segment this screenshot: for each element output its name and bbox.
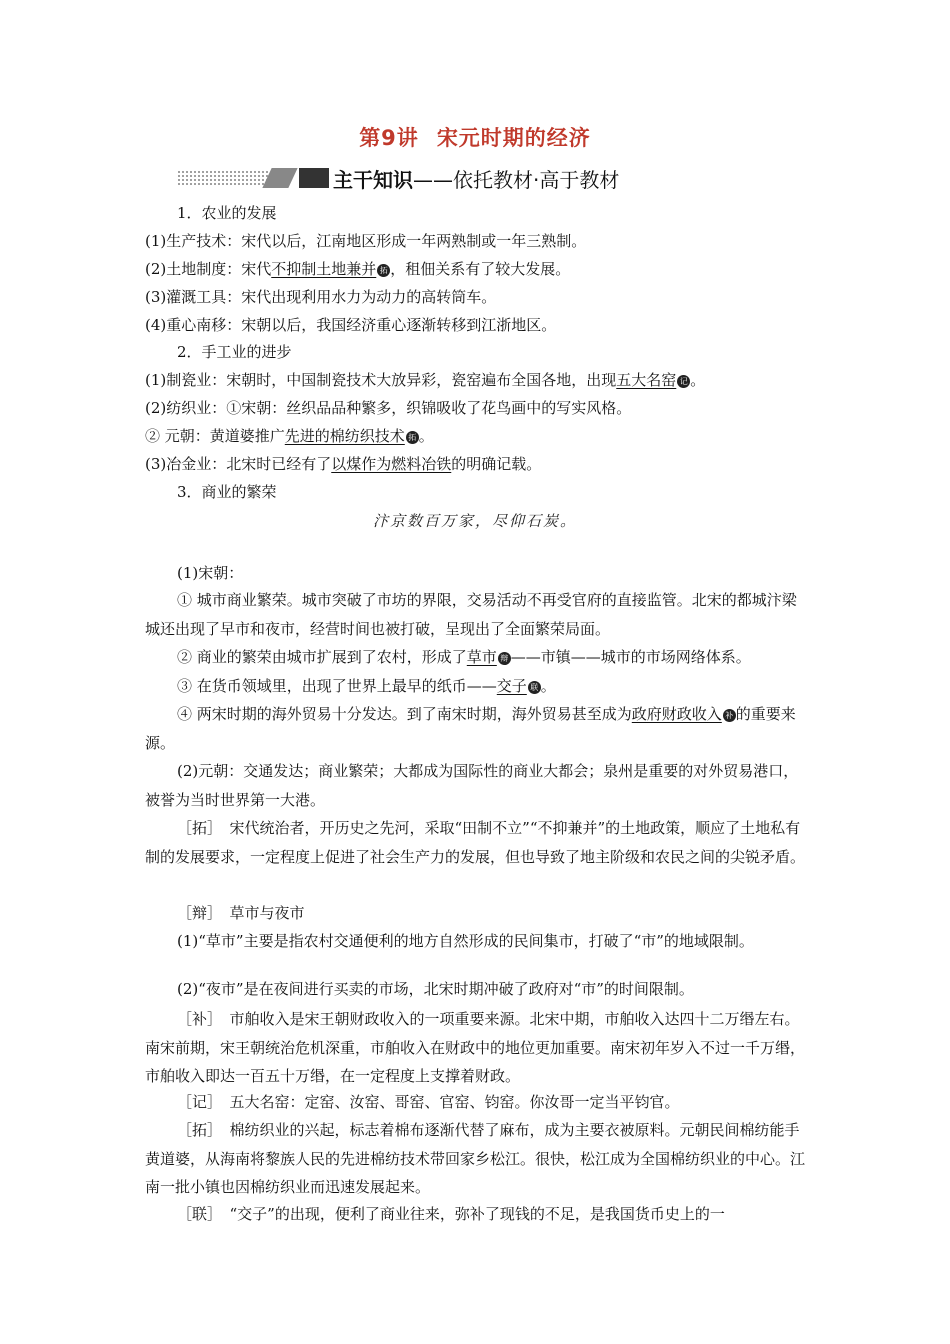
text-line: (1)宋朝： xyxy=(177,564,244,582)
text-line: (2)纺织业：①宋朝：丝织品品种繁多，织锦吸收了花鸟画中的写实风格。 xyxy=(145,399,632,417)
annotation-bu-icon: 补 xyxy=(723,709,736,722)
banner-dots-decoration xyxy=(177,170,269,186)
paragraph: ① 城市商业繁荣。城市突破了市坊的界限，交易活动不再受官府的直接监管。北宋的都城汴梁城还出现了早市和夜市，经营时间也被打破，呈现出了全面繁荣局面。 xyxy=(145,591,797,638)
section-banner xyxy=(177,164,777,190)
lesson-number: 第9讲 xyxy=(359,126,419,150)
heading-commerce: 3．商业的繁荣 xyxy=(177,483,277,501)
note-bu: ［补］ 市舶收入是宋王朝财政收入的一项重要来源。北宋中期，市舶收入达四十二万缗左右。南宋前期，宋王朝统治危机深重，市舶收入在财政中的地位更加重要。南宋初年岁入不过一千万缗，市舶收入即达一百五十万缗，在一定程度上支撑着财政。 xyxy=(145,1010,806,1085)
paragraph: (2)元朝：交通发达；商业繁荣；大都成为国际性的商业大都会；泉州是重要的对外贸易港口，被誉为当时世界第一大港。 xyxy=(145,762,799,809)
banner-label: 主干知识——依托教材·高于教材 xyxy=(333,168,620,192)
note-lian: ［联］ “交子”的出现，便利了商业往来，弥补了现钱的不足，是我国货币史上的一 xyxy=(177,1205,725,1223)
annotation-tuo-icon: 拓 xyxy=(406,431,419,444)
note-tuo: ［拓］ 宋代统治者，开历史之先河，采取“田制不立”“不抑兼并”的土地政策，顺应了土地私有制的发展要求，一定程度上促进了社会生产力的发展，但也导致了地主阶级和农民之间的尖锐矛盾。 xyxy=(145,819,806,866)
text-line: (3)冶金业：北宋时已经有了以煤作为燃料冶铁的明确记载。 xyxy=(145,455,542,473)
annotation-ji-icon: 记 xyxy=(677,375,690,388)
annotation-tuo-icon: 拓 xyxy=(377,264,390,277)
text-line: ② 元朝：黄道婆推广先进的棉纺织技术 拓 。 xyxy=(145,427,434,445)
annotation-bian-icon: 辩 xyxy=(498,652,511,665)
text-line: (4)重心南移：宋朝以后，我国经济重心逐渐转移到江浙地区。 xyxy=(145,316,557,334)
note-bian: ［辩］ 草市与夜市 xyxy=(177,904,305,922)
banner-bar-decoration xyxy=(299,168,329,188)
lesson-title: 宋元时期的经济 xyxy=(436,126,591,150)
handwritten-quote: 汴京数百万家，尽仰石炭。 xyxy=(372,512,577,530)
note-tuo: ［拓］ 棉纺织业的兴起，标志着棉布逐渐代替了麻布，成为主要衣被原料。元朝民间棉纺能手黄道婆，从海南将黎族人民的先进棉纺技术带回家乡松江。很快，松江成为全国棉纺织业的中心。江南一批小镇也因棉纺织业而迅速发展起来。 xyxy=(145,1121,806,1196)
heading-agriculture: 1．农业的发展 xyxy=(177,204,277,222)
page-title xyxy=(0,122,950,152)
paragraph: ④ 两宋时期的海外贸易十分发达。到了南宋时期，海外贸易甚至成为政府财政收入 补 的重要来源。 xyxy=(145,705,796,752)
text-line: (1)生产技术：宋代以后，江南地区形成一年两熟制或一年三熟制。 xyxy=(145,232,587,250)
annotation-lian-icon: 联 xyxy=(528,681,541,694)
heading-handicraft: 2．手工业的进步 xyxy=(177,343,292,361)
paragraph: ③ 在货币领域里，出现了世界上最早的纸币——交子 联 。 xyxy=(177,677,556,695)
text-line: (1)制瓷业：宋朝时，中国制瓷技术大放异彩，瓷窑遍布全国各地，出现五大名窑 记 。 xyxy=(145,371,706,389)
text-line: (3)灌溉工具：宋代出现利用水力为动力的高转筒车。 xyxy=(145,288,497,306)
note-ji: ［记］ 五大名窑：定窑、汝窑、哥窑、官窑、钧窑。你汝哥一定当平钧官。 xyxy=(177,1093,680,1111)
paragraph: (1)“草市”主要是指农村交通便利的地方自然形成的民间集市，打破了“市”的地域限制。 xyxy=(177,932,754,950)
paragraph: (2)“夜市”是在夜间进行买卖的市场，北宋时期冲破了政府对“市”的时间限制。 xyxy=(177,980,694,998)
paragraph: ② 商业的繁荣由城市扩展到了农村，形成了草市 辩 ——市镇——城市的市场网络体系。 xyxy=(177,648,751,666)
text-line: (2)土地制度：宋代不抑制土地兼并 拓 ，租佃关系有了较大发展。 xyxy=(145,260,571,278)
